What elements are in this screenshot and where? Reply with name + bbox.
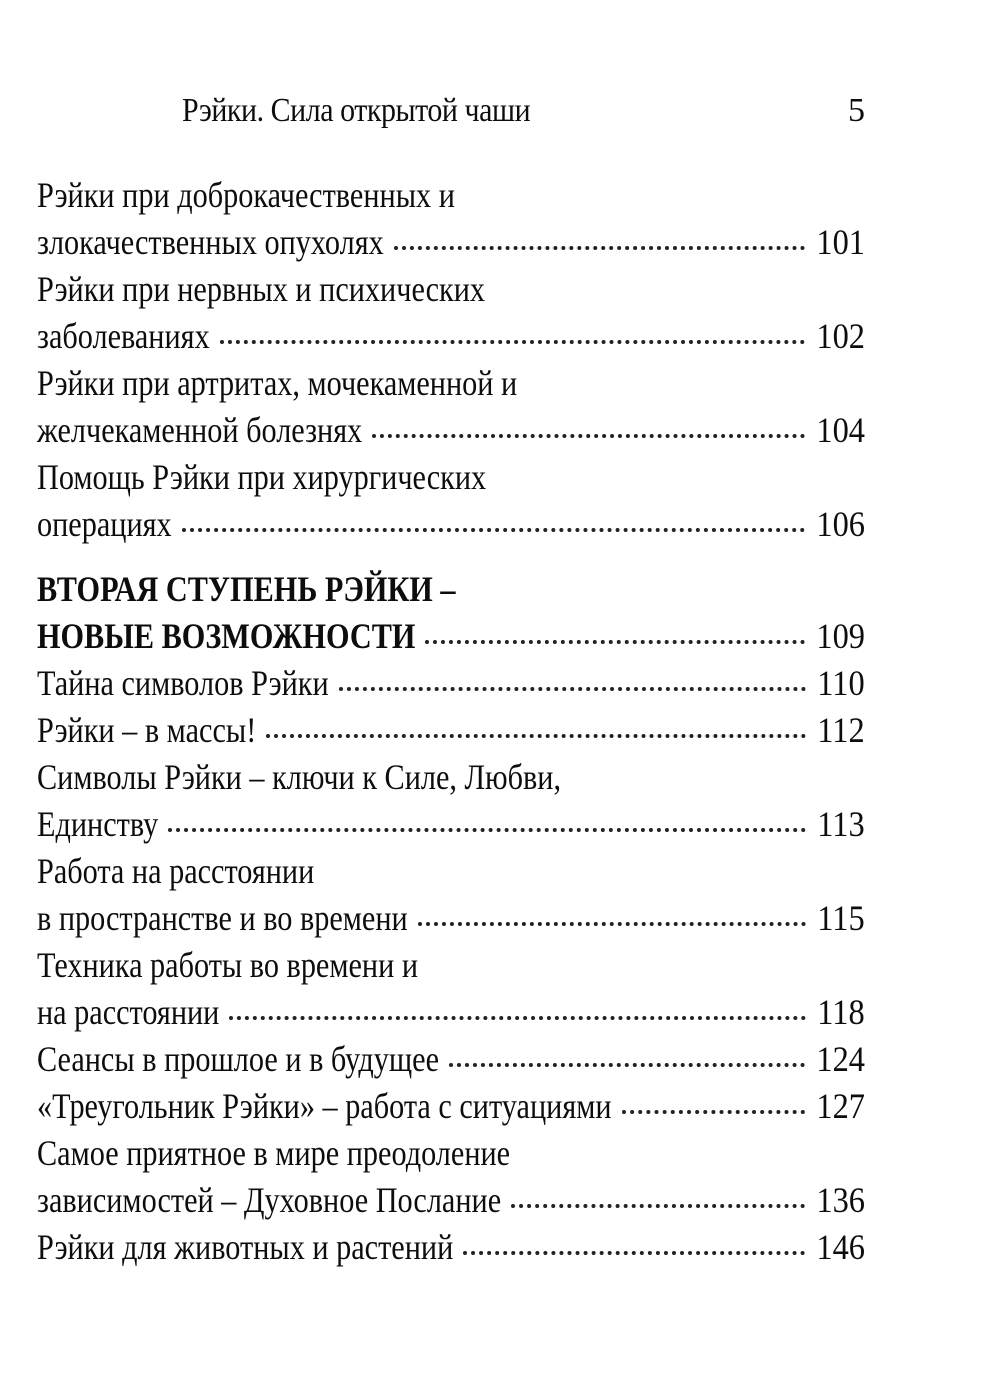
toc-entry-text: Символы Рэйки – ключи к Силе, Любви, bbox=[37, 757, 562, 797]
toc-entry-text: заболеваниях bbox=[37, 316, 210, 356]
dot-leader bbox=[168, 827, 806, 832]
toc-entry[interactable] bbox=[37, 754, 865, 848]
toc-entry-text: зависимостей – Духовное Послание bbox=[37, 1180, 502, 1220]
toc-entry-text: желчекаменной болезнях bbox=[37, 410, 363, 450]
dot-leader bbox=[182, 527, 805, 532]
toc-entry-text: Тайна символов Рэйки bbox=[37, 663, 329, 703]
toc-entry-text: Помощь Рэйки при хирургических bbox=[37, 457, 487, 497]
toc-entry-text: Рэйки – в массы! bbox=[37, 710, 257, 750]
toc-entry[interactable] bbox=[37, 360, 865, 454]
dot-leader bbox=[463, 1250, 805, 1255]
toc-page-number: 112 bbox=[817, 710, 865, 750]
toc-entry-text: Техника работы во времени и bbox=[37, 945, 419, 985]
dot-leader bbox=[394, 245, 805, 250]
toc-page-number: 136 bbox=[816, 1180, 865, 1220]
dot-leader bbox=[511, 1203, 805, 1208]
toc-page-number: 127 bbox=[816, 1086, 865, 1126]
toc-entry[interactable] bbox=[37, 660, 865, 707]
toc-entry-text: на расстоянии bbox=[37, 992, 220, 1032]
toc-entry-text: злокачественных опухолях bbox=[37, 222, 384, 262]
toc-entry-text: Работа на расстоянии bbox=[37, 851, 315, 891]
section-heading-text: ВТОРАЯ СТУПЕНЬ РЭЙКИ – bbox=[37, 569, 456, 609]
dot-leader bbox=[339, 686, 807, 691]
dot-leader bbox=[449, 1062, 805, 1067]
dot-leader bbox=[229, 1015, 806, 1020]
section-heading-text: НОВЫЕ ВОЗМОЖНОСТИ bbox=[37, 616, 416, 656]
toc-page-number: 113 bbox=[817, 804, 865, 844]
toc-page-number: 146 bbox=[816, 1227, 865, 1267]
toc-entry[interactable] bbox=[37, 454, 865, 548]
dot-leader bbox=[266, 733, 806, 738]
toc-entry-text: Сеансы в прошлое и в будущее bbox=[37, 1039, 440, 1079]
toc-entry[interactable] bbox=[37, 848, 865, 942]
section-spacer bbox=[37, 548, 865, 566]
toc-entry-text: Рэйки при нервных и психических bbox=[37, 269, 486, 309]
toc-page-number: 118 bbox=[817, 992, 865, 1032]
toc-entry[interactable] bbox=[37, 172, 865, 266]
toc-entry-text: операциях bbox=[37, 504, 172, 544]
toc-entry[interactable] bbox=[37, 1130, 865, 1224]
toc-entry[interactable] bbox=[37, 707, 865, 754]
toc-entry-text: в пространстве и во времени bbox=[37, 898, 408, 938]
toc-page-number: 124 bbox=[816, 1039, 865, 1079]
dot-leader bbox=[418, 921, 807, 926]
toc-entry-text: Рэйки при артритах, мочекаменной и bbox=[37, 363, 518, 403]
toc-page-number: 101 bbox=[816, 222, 865, 262]
toc-entry[interactable] bbox=[37, 1083, 865, 1130]
toc-section-heading[interactable] bbox=[37, 566, 865, 660]
running-title: Рэйки. Сила открытой чаши bbox=[182, 92, 531, 129]
page-number: 5 bbox=[848, 92, 865, 129]
toc-entry[interactable] bbox=[37, 942, 865, 1036]
toc-entry[interactable] bbox=[37, 1036, 865, 1083]
dot-leader bbox=[622, 1109, 805, 1114]
dot-leader bbox=[372, 433, 805, 438]
toc-entry-text: Рэйки при доброкачественных и bbox=[37, 175, 455, 215]
toc-page-number: 106 bbox=[816, 504, 865, 544]
toc-page-number: 115 bbox=[817, 898, 865, 938]
toc-page-number: 109 bbox=[816, 616, 865, 656]
toc-entry[interactable] bbox=[37, 266, 865, 360]
dot-leader bbox=[425, 639, 805, 644]
toc-entry-text: Единству bbox=[37, 804, 159, 844]
dot-leader bbox=[220, 339, 805, 344]
toc-entry-text: «Треугольник Рэйки» – работа с ситуациями bbox=[37, 1086, 612, 1126]
table-of-contents bbox=[37, 172, 865, 1271]
toc-page-number: 104 bbox=[816, 410, 865, 450]
toc-page-number: 110 bbox=[817, 663, 865, 703]
toc-entry-text: Самое приятное в мире преодоление bbox=[37, 1133, 511, 1173]
page-header bbox=[0, 92, 1000, 142]
toc-page-number: 102 bbox=[816, 316, 865, 356]
toc-entry[interactable] bbox=[37, 1224, 865, 1271]
toc-entry-text: Рэйки для животных и растений bbox=[37, 1227, 454, 1267]
